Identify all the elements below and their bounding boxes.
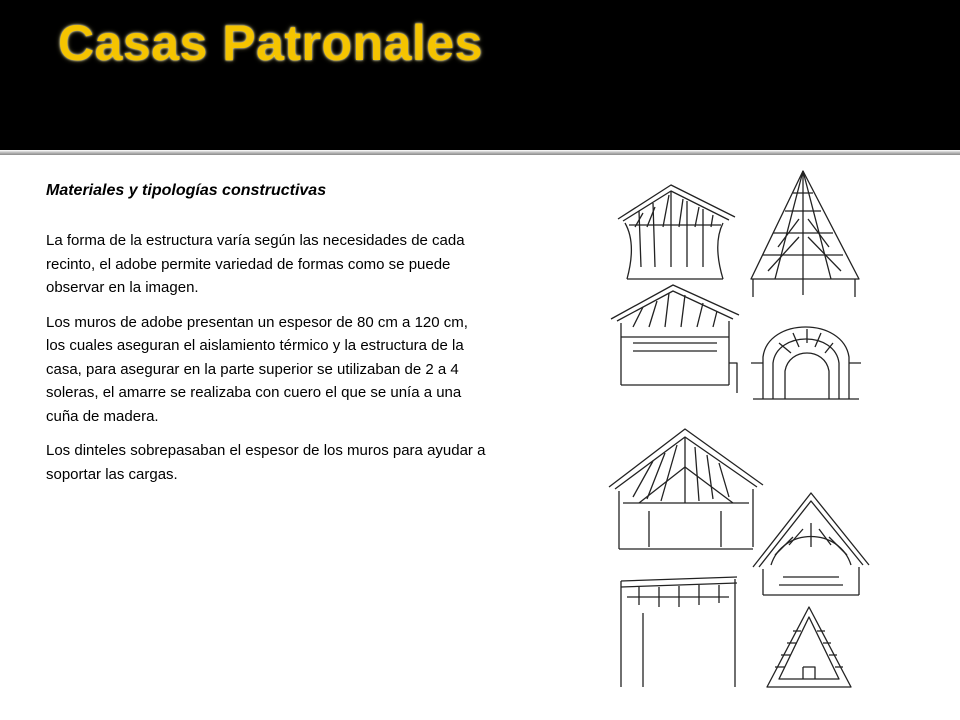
- sketch-gable-section: [618, 185, 735, 279]
- sketch-curved-truss: [753, 493, 869, 595]
- sketch-vault: [751, 327, 861, 399]
- sketch-truss-gable: [609, 429, 763, 549]
- paragraph-muros: Los muros de adobe presentan un espesor de 80 cm a 120 cm, los cuales aseguran el aislamiento térmico y la estructura de la casa, para asegurar en la parte superior se utilizaban de 2 a 4 soleras, el amarre se realizaba con cuero el que se unía a una cuña de madera.: [46, 313, 468, 425]
- sketch-wide-gable: [611, 285, 739, 393]
- section-subtitle: Materiales y tipologías constructivas: [46, 182, 327, 199]
- paragraph-forma: La forma de la estructura varía según las necesidades de cada recinto, el adobe permite variedad de formas como se puede observar en la imagen.: [46, 232, 465, 296]
- slide-header: [0, 0, 960, 150]
- slide-content: [0, 155, 960, 720]
- slide-title: Casas Patronales: [58, 15, 483, 71]
- sketch-lintel: [621, 577, 737, 687]
- body-text: [46, 229, 491, 497]
- sketch-a-frame: [767, 607, 851, 687]
- paragraph-dinteles: Los dinteles sobrepasaban el espesor de los muros para ayudar a soportar las cargas.: [46, 442, 486, 483]
- structures-sketch-image: [603, 167, 878, 692]
- sketch-pyramid-roof: [751, 171, 859, 297]
